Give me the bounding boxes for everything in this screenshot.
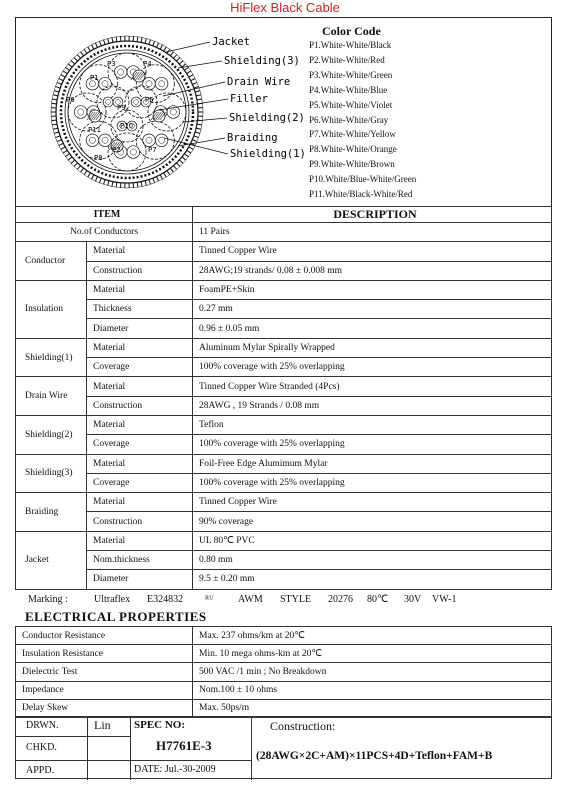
spec-table — [15, 206, 552, 590]
spec-value: 28AWG;19 strands/ 0.08 ± 0.008 mm — [193, 261, 552, 280]
drwn-name: Lin — [94, 718, 111, 732]
spec-value: Tinned Copper Wire — [193, 493, 552, 512]
color-code-item: P3.White-White/Green — [309, 69, 393, 80]
color-code-item: P9.White-White/Brown — [309, 159, 395, 170]
marking-part: Ultraflex — [94, 594, 131, 605]
spec-group-name: Braiding — [16, 493, 87, 532]
color-code-item: P8.White-White/Orange — [309, 144, 397, 155]
spec-value: 28AWG , 19 Strands / 0.08 mm — [193, 396, 552, 415]
chkd-label: CHKD. — [26, 742, 57, 753]
marking-label: Marking : — [28, 594, 68, 605]
ul-mark-icon: ᴿᵁ — [205, 594, 214, 605]
color-code-item: P11.White/Black-White/Red — [309, 189, 413, 200]
color-code-item: P4.White-White/Blue — [309, 84, 388, 95]
spec-property: Diameter — [87, 319, 193, 338]
spec-value: Aluminum Mylar Spirally Wrapped — [193, 338, 552, 357]
pair-label: P8 — [94, 154, 103, 162]
color-code-item: P2.White-White/Red — [309, 54, 385, 65]
spec-value: UL 80℃ PVC — [193, 531, 552, 550]
elec-value: Min. 10 mega ohms-km at 20℃ — [193, 645, 552, 663]
electrical-table — [15, 626, 552, 718]
spec-property: Construction — [87, 512, 193, 531]
marking-part: E324832 — [147, 594, 184, 605]
num-conductors-label: No.of Conductors — [16, 223, 193, 242]
spec-property: Material — [87, 415, 193, 434]
shielding-1-label: Shielding(1) — [230, 148, 306, 160]
color-code-item: P6.White-White/Gray — [309, 114, 389, 125]
num-conductors-value: 11 Pairs — [193, 223, 552, 242]
marking-line — [15, 591, 552, 609]
shielding-3-label: Shielding(3) — [224, 55, 300, 67]
marking-part: 30V — [404, 594, 422, 605]
elec-label: Conductor Resistance — [16, 627, 193, 645]
cable-diagram-panel — [15, 17, 552, 206]
color-code-item: P7.White-White/Yellow — [309, 129, 396, 140]
pair-label: P5 — [145, 96, 154, 104]
elec-value: Max. 237 ohms/km at 20℃ — [193, 627, 552, 645]
elec-label: Insulation Resistance — [16, 645, 193, 663]
pair-label: P2 — [112, 146, 121, 154]
spec-value: Foil-Free Edge Alumimum Mylar — [193, 454, 552, 473]
pair-label: P1 — [90, 74, 99, 82]
spec-value: FoamPE+Skin — [193, 280, 552, 299]
description-header: DESCRIPTION — [193, 207, 552, 223]
spec-property: Coverage — [87, 435, 193, 454]
spec-property: Diameter — [87, 570, 193, 589]
spec-property: Coverage — [87, 358, 193, 377]
spec-property: Nom.thickness — [87, 551, 193, 570]
spec-property: Material — [87, 338, 193, 357]
spec-value: Teflon — [193, 415, 552, 434]
construction-value: (28AWG×2C+AM)×11PCS+4D+Teflon+FAM+B — [256, 750, 493, 762]
title-block — [15, 716, 552, 779]
elec-label: Impedance — [16, 681, 193, 699]
spec-no: H7761E-3 — [156, 738, 212, 753]
spec-value: 100% coverage with 25% overlapping — [193, 435, 552, 454]
color-code-heading: Color Code — [322, 24, 381, 38]
drwn-label: DRWN. — [26, 720, 59, 731]
marking-part: 80℃ — [367, 594, 389, 605]
spec-value: Tinned Copper Wire — [193, 242, 552, 261]
color-code-item: P10.White/Blue-White/Green — [309, 174, 417, 185]
color-code-item: P5.White-White/Violet — [309, 99, 393, 110]
spec-property: Material — [87, 377, 193, 396]
braiding-label: Braiding — [227, 132, 278, 144]
spec-group-name: Drain Wire — [16, 377, 87, 416]
spec-value: 9.5 ± 0.20 mm — [193, 570, 552, 589]
pair-label: P10 — [120, 122, 134, 130]
color-code-item: P1.White-White/Black — [309, 40, 392, 50]
color-code-list — [309, 24, 549, 202]
elec-label: Dielectric Test — [16, 663, 193, 681]
diagram-labels — [212, 36, 306, 160]
spec-property: Material — [87, 242, 193, 261]
pair-label: P6 — [66, 96, 75, 104]
spec-value: 100% coverage with 25% overlapping — [193, 473, 552, 492]
marking-part: 20276 — [328, 594, 353, 605]
spec-property: Material — [87, 280, 193, 299]
electrical-heading: ELECTRICAL PROPERTIES — [25, 609, 207, 624]
spec-value: 0.27 mm — [193, 300, 552, 319]
pair-label: P3 — [107, 60, 116, 68]
date: DATE: Jul.-30-2009 — [134, 764, 216, 775]
spec-property: Construction — [87, 396, 193, 415]
spec-no-label: SPEC NO: — [134, 719, 186, 731]
elec-value: 500 VAC /1 min ; No Breakdown — [193, 663, 552, 681]
construction-label: Construction: — [270, 719, 336, 733]
spec-property: Material — [87, 454, 193, 473]
spec-value: 0.96 ± 0.05 mm — [193, 319, 552, 338]
spec-value: 90% coverage — [193, 512, 552, 531]
filler-label: Filler — [230, 93, 268, 105]
drain-wire-label: Drain Wire — [227, 76, 291, 88]
pair-label: P11 — [88, 126, 102, 134]
marking-part: STYLE — [280, 594, 312, 605]
appd-label: APPD. — [26, 765, 55, 776]
pair-label: P4 — [143, 60, 152, 68]
spec-group-name: Shielding(1) — [16, 338, 87, 377]
spec-property: Material — [87, 493, 193, 512]
elec-value: Nom.100 ± 10 ohms — [193, 681, 552, 699]
spec-property: Thickness — [87, 300, 193, 319]
elec-value: Max. 50ps/m — [193, 699, 552, 717]
spec-property: Construction — [87, 261, 193, 280]
pair-label: P7 — [148, 146, 157, 154]
spec-group-name: Conductor — [16, 242, 87, 281]
jacket-label: Jacket — [212, 36, 250, 48]
marking-part: VW-1 — [432, 594, 457, 605]
spec-property: Coverage — [87, 473, 193, 492]
pair-label: P9 — [117, 104, 126, 112]
spec-property: Material — [87, 531, 193, 550]
spec-group-name: Shielding(3) — [16, 454, 87, 493]
spec-group-name: Insulation — [16, 280, 87, 338]
item-header: ITEM — [16, 207, 193, 223]
shielding-2-label: Shielding(2) — [229, 112, 305, 124]
elec-label: Delay Skew — [16, 699, 193, 717]
page-title: HiFlex Black Cable — [230, 0, 340, 15]
spec-group-name: Shielding(2) — [16, 415, 87, 454]
cable-cross-section — [16, 18, 306, 206]
spec-value: 100% coverage with 25% overlapping — [193, 358, 552, 377]
spec-value: Tinned Copper Wire Stranded (4Pcs) — [193, 377, 552, 396]
spec-value: 0.80 mm — [193, 551, 552, 570]
spec-group-name: Jacket — [16, 531, 87, 589]
marking-part: AWM — [238, 594, 263, 605]
